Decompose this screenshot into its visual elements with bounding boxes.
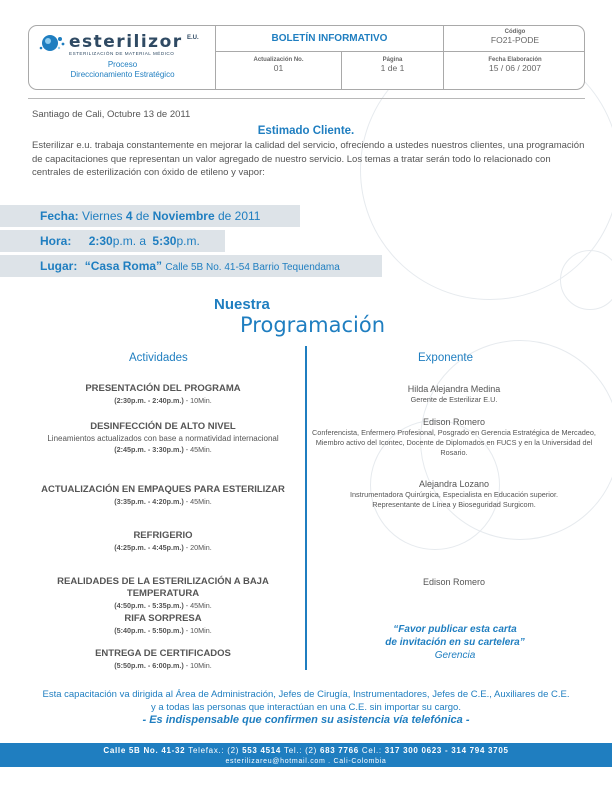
activity-title: DESINFECCIÓN DE ALTO NIVEL: [90, 421, 236, 432]
activity-title: PRESENTACIÓN DEL PROGRAMA: [85, 383, 241, 394]
document-header: [28, 25, 585, 90]
logo-area: [29, 26, 216, 90]
program-title-1: Nuestra: [214, 296, 270, 313]
speaker-name: Alejandra Lozano: [418, 479, 490, 489]
logo-eu: E.U.: [187, 35, 199, 41]
process-info: [29, 60, 216, 80]
speaker-name: Edison Romero: [422, 417, 486, 427]
program-title-2: Programación: [240, 313, 386, 337]
fecha-line: [40, 209, 260, 223]
activity-item: [20, 613, 306, 636]
speaker-item: [308, 416, 600, 458]
speaker-desc: Instrumentadora Quirúrgica, Especialista en Educación superior. Representante de Línea y Bioseguridad Surgicom.: [349, 490, 559, 509]
process-value: Direccionamiento Estratégico: [70, 70, 175, 79]
process-label: Proceso: [107, 60, 138, 69]
footer-cel: 317 300 0623 - 314 794 3705: [384, 746, 509, 755]
page-value: 1 de 1: [380, 63, 405, 73]
footer-tel-2: 683 7766: [319, 746, 359, 755]
activity-title: ENTREGA DE CERTIFICADOS: [95, 648, 231, 659]
speaker-item: [308, 383, 600, 405]
decor-circle-small: [560, 250, 612, 310]
activity-time: (4:50p.m. - 5:35p.m.) - 45Min.: [114, 601, 212, 610]
activity-title: REALIDADES DE LA ESTERILIZACIÓN A BAJA TEMPERATURA: [57, 576, 269, 599]
footer-tel-1: 553 4514: [242, 746, 282, 755]
footer-email: esterilizareu@hotmail.com . Cali-Colombia: [225, 758, 387, 765]
hora-line: [40, 234, 200, 248]
footer-tel-label-1: Telefax.: (2): [188, 746, 240, 755]
lugar-address: Calle 5B No. 41-54 Barrio Tequendama: [165, 262, 340, 273]
speaker-heading: Exponente: [418, 352, 473, 364]
closing-line-3: - Es indispensable que confirmen su asistencia vía telefónica -: [142, 714, 470, 726]
activity-time: (5:50p.m. - 6:00p.m.) - 10Min.: [114, 661, 212, 670]
activity-item: [20, 648, 306, 671]
speaker-desc: Gerente de Esterilizar E.U.: [410, 395, 498, 404]
hora-label: Hora:: [40, 234, 72, 248]
activity-time: (5:40p.m. - 5:50p.m.) - 10Min.: [114, 626, 212, 635]
publish-note: [310, 623, 600, 662]
activity-time: (2:30p.m. - 2:40p.m.) - 10Min.: [114, 396, 212, 405]
activity-desc: Lineamientos actualizados con base a normatividad internacional: [47, 434, 279, 443]
code-value: FO21-PODE: [490, 35, 540, 45]
code-cell: [444, 26, 585, 52]
closing-line-1: Esta capacitación va dirigida al Área de Administración, Jefes de Cirugía, Instrumentadores, Jefes de C.E., Auxiliares de C.E.: [42, 689, 570, 700]
code-label: Código: [504, 29, 526, 35]
publish-note-line-2: de invitación en su cartelera”: [385, 637, 525, 648]
date-label: Fecha Elaboración: [488, 57, 542, 63]
intro-paragraph: Esterilizar e.u. trabaja constantemente en mejorar la calidad del servicio, ofreciendo a ustedes nuestros clientes, una programación de capacitaciones que representan un valor agregado de nuestro servicio. Los temas a tratar serán todo lo relacionado con centrales de esterilización con óxido de etileno y vapor:: [32, 140, 585, 178]
activity-item: [20, 484, 306, 507]
speaker-desc: Conferencista, Enfermero Profesional, Posgrado en Gerencia Estratégica de Mercadeo, Miembro activo del Icontec, Docente de Diplomados en FUCS y en la Universidad del Rosario.: [312, 428, 596, 457]
update-label: Actualización No.: [253, 57, 304, 63]
hora-pm2: p.m.: [176, 234, 200, 248]
logo-icon: [38, 33, 66, 53]
footer-address: Calle 5B No. 41-32: [103, 746, 186, 755]
update-value: 01: [273, 63, 284, 73]
footer-bar: [0, 743, 612, 767]
hora-pm1: p.m. a: [112, 234, 147, 248]
activity-item: [20, 421, 306, 455]
page-label: Página: [382, 57, 403, 63]
fecha-de: de: [135, 209, 150, 223]
page-cell: [342, 52, 444, 90]
fecha-label: Fecha:: [40, 209, 79, 223]
activity-item: [20, 576, 306, 611]
activity-time: (4:25p.m. - 4:45p.m.) - 20Min.: [114, 543, 212, 552]
activity-item: [20, 383, 306, 406]
fecha-year: de 2011: [217, 209, 261, 223]
footer-tel-label-2: Tel.: (2): [284, 746, 317, 755]
speaker-item: [308, 576, 600, 588]
hora-end: 5:30: [152, 234, 177, 248]
greeting: Estimado Cliente.: [257, 125, 355, 137]
activity-title: ACTUALIZACIÓN EN EMPAQUES PARA ESTERILIZAR: [41, 484, 285, 495]
speaker-name: Edison Romero: [422, 577, 486, 587]
lugar-label: Lugar:: [40, 259, 78, 273]
publish-note-line-1: “Favor publicar esta carta: [393, 624, 517, 635]
closing-line-2: y a todas las personas que interactúan en una C.E. sin importar su cargo.: [151, 702, 461, 713]
fecha-month: Noviembre: [152, 209, 215, 223]
city-date: Santiago de Cali, Octubre 13 de 2011: [32, 109, 191, 120]
publish-note-sign: Gerencia: [434, 650, 476, 661]
update-cell: [216, 52, 342, 90]
footer-cel-label: Cel.:: [361, 746, 382, 755]
header-divider: [28, 98, 585, 99]
doc-title: BOLETÍN INFORMATIVO: [216, 26, 444, 52]
date-cell: [444, 52, 585, 90]
activity-time: (2:45p.m. - 3:30p.m.) - 45Min.: [114, 445, 212, 454]
footer-contact: [0, 743, 612, 757]
lugar-name: “Casa Roma”: [84, 259, 163, 273]
activity-item: [20, 530, 306, 553]
hora-start: 2:30: [88, 234, 113, 248]
logo-tagline: ESTERILIZACIÓN DE MATERIAL MÉDICO: [69, 51, 175, 56]
activity-title: RIFA SORPRESA: [124, 613, 202, 624]
closing-text: [0, 688, 612, 727]
fecha-day: 4: [125, 209, 133, 223]
date-value: 15 / 06 / 2007: [489, 63, 541, 73]
logo-wordmark: esterilizor: [69, 32, 183, 52]
lugar-line: [40, 259, 340, 273]
speaker-name: Hilda Alejandra Medina: [407, 384, 501, 394]
fecha-pre: Viernes: [82, 209, 123, 223]
activity-title: REFRIGERIO: [133, 530, 193, 541]
speaker-item: [308, 478, 600, 510]
activity-time: (3:35p.m. - 4:20p.m.) - 45Min.: [114, 497, 212, 506]
activities-heading: Actividades: [129, 352, 188, 364]
